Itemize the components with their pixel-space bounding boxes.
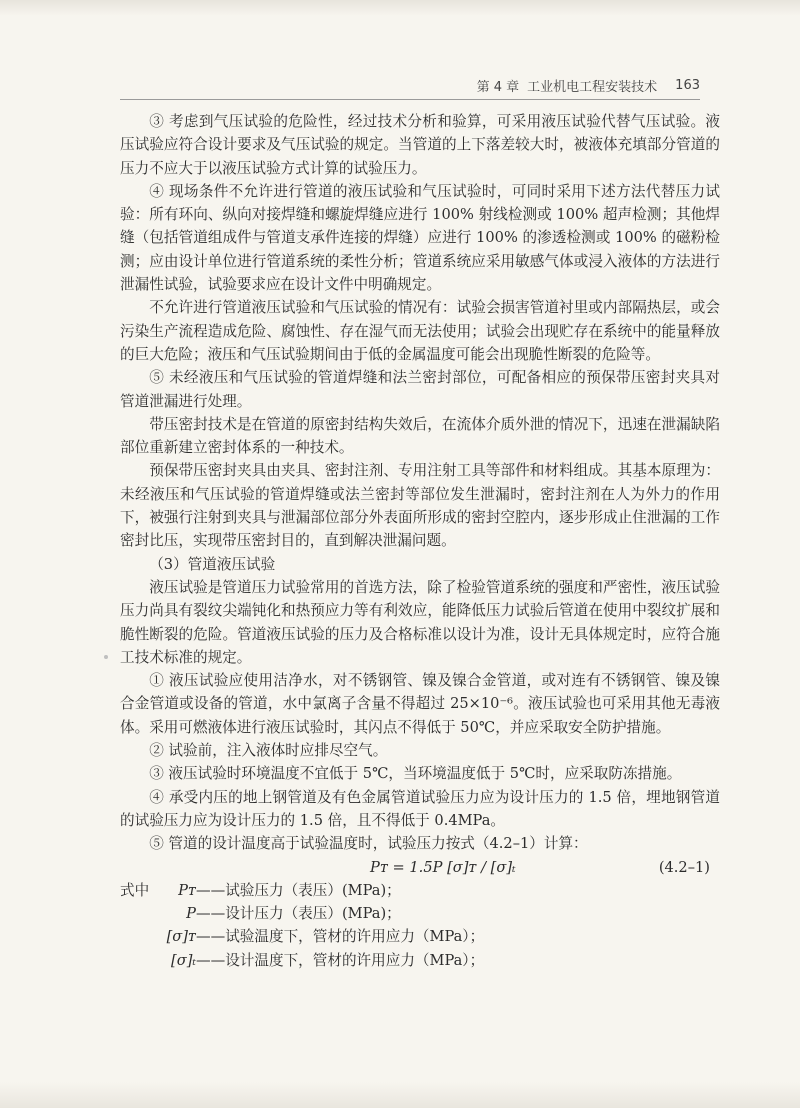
definition-row bbox=[120, 925, 720, 948]
definition-symbol: [σ]ᴛ bbox=[166, 928, 196, 946]
paragraph: 液压试验是管道压力试验常用的首选方法，除了检验管道系统的强度和严密性，液压试验压力尚具有裂纹尖端钝化和热预应力等有利效应，能降低压力试验后管道在使用中裂纹扩展和脆性断裂的危险。管道液压试验的压力及合格标准以设计为准，设计无具体规定时，应符合施工技术标准的规定。 bbox=[120, 578, 720, 666]
definition-symbol: Pᴛ bbox=[178, 881, 196, 899]
chapter-title: 工业机电工程安装技术 bbox=[527, 80, 658, 95]
definition-text: ——试验温度下，管材的许用应力（MPa）； bbox=[196, 928, 485, 946]
margin-dot bbox=[104, 655, 108, 659]
formula-number: (4.2–1) bbox=[658, 858, 710, 876]
where-label: 式中 bbox=[120, 881, 150, 899]
paragraph: ② 试验前，注入液体时应排尽空气。 bbox=[149, 742, 388, 760]
formula-expression: Pᴛ = 1.5P [σ]ᴛ / [σ]ₜ bbox=[370, 858, 516, 876]
body-text bbox=[120, 110, 720, 972]
paragraph: ⑤ 未经液压和气压试验的管道焊缝和法兰密封部位，可配备相应的预保带压密封夹具对管道泄漏进行处理。 bbox=[120, 369, 720, 410]
definition-text: ——设计温度下，管材的许用应力（MPa）； bbox=[196, 951, 485, 969]
paragraph: 预保带压密封夹具由夹具、密封注剂、专用注射工具等部件和材料组成。其基本原理为：未经液压和气压试验的管道焊缝或法兰密封等部位发生泄漏时，密封注剂在人为外力的作用下，被强行注射到夹具与泄漏部位部分外表面所形成的密封空腔内，逐步形成止住泄漏的工作密封比压，实现带压密封目的，直到解决泄漏问题。 bbox=[120, 462, 720, 550]
indent-spacer bbox=[120, 925, 164, 948]
paragraph: ⑤ 管道的设计温度高于试验温度时，试验压力按式（4.2–1）计算： bbox=[149, 835, 588, 853]
formula-line bbox=[120, 856, 720, 879]
paragraph: ③ 液压试验时环境温度不宜低于 5℃，当环境温度低于 5℃时，应采取防冻措施。 bbox=[149, 765, 682, 783]
paragraph: ④ 承受内压的地上钢管道及有色金属管道试验压力应为设计压力的 1.5 倍，埋地钢管道的试验压力应为设计压力的 1.5 倍，且不得低于 0.4MPa。 bbox=[120, 788, 720, 829]
running-header bbox=[120, 76, 700, 95]
definition-text: ——试验压力（表压）(MPa)； bbox=[196, 881, 401, 899]
page-number: 163 bbox=[675, 78, 700, 93]
page-edge-bottom bbox=[0, 1082, 800, 1108]
paragraph: ④ 现场条件不允许进行管道的液压试验和气压试验时，可同时采用下述方法代替压力试验：所有环向、纵向对接焊缝和螺旋焊缝应进行 100% 射线检测或 100% 超声检测；其他焊缝（包括管道组成件与管道支承件连接的焊缝）应进行 100% 的渗透检测或 100% 的磁粉检测；应由设计单位进行管道系统的柔性分析；管道系统应采用敏感气体或浸入液体的方法进行泄漏性试验，试验要求应在设计文件中明确规定。 bbox=[120, 182, 720, 294]
definition-symbol: P bbox=[186, 905, 196, 923]
paragraph: 不允许进行管道液压试验和气压试验的情况有：试验会损害管道衬里或内部隔热层，或会污染生产流程造成危险、腐蚀性、存在湿气而无法使用；试验会出现贮存在系统中的能量释放的巨大危险；液压和气压试验期间由于低的金属温度可能会出现脆性断裂的危险等。 bbox=[120, 299, 720, 363]
indent-spacer bbox=[120, 949, 164, 972]
indent-spacer bbox=[120, 902, 164, 925]
paragraph: ① 液压试验应使用洁净水，对不锈钢管、镍及镍合金管道，或对连有不锈钢管、镍及镍合金管道或设备的管道，水中氯离子含量不得超过 25×10⁻⁶。液压试验也可采用其他无毒液体。采用可燃液体进行液压试验时，其闪点不得低于 50℃，并应采取安全防护措施。 bbox=[120, 672, 720, 736]
definition-text: ——设计压力（表压）(MPa)； bbox=[196, 905, 401, 923]
definition-row bbox=[120, 902, 720, 925]
definition-row bbox=[120, 949, 720, 972]
definition-row bbox=[120, 879, 720, 902]
header-rule bbox=[120, 99, 700, 100]
chapter-label: 第 4 章 bbox=[476, 80, 520, 95]
definition-symbol: [σ]ₜ bbox=[171, 951, 196, 969]
paragraph: 带压密封技术是在管道的原密封结构失效后，在流体介质外泄的情况下，迅速在泄漏缺陷部位重新建立密封体系的一种技术。 bbox=[120, 415, 720, 457]
page-edge-top bbox=[0, 0, 800, 16]
paragraph: ③ 考虑到气压试验的危险性，经过技术分析和验算，可采用液压试验代替气压试验。液压试验应符合设计要求及气压试验的规定。当管道的上下落差较大时，被液体充填部分管道的压力不应大于以液压试验方式计算的试验压力。 bbox=[120, 113, 720, 177]
section-heading: （3）管道液压试验 bbox=[149, 555, 276, 573]
